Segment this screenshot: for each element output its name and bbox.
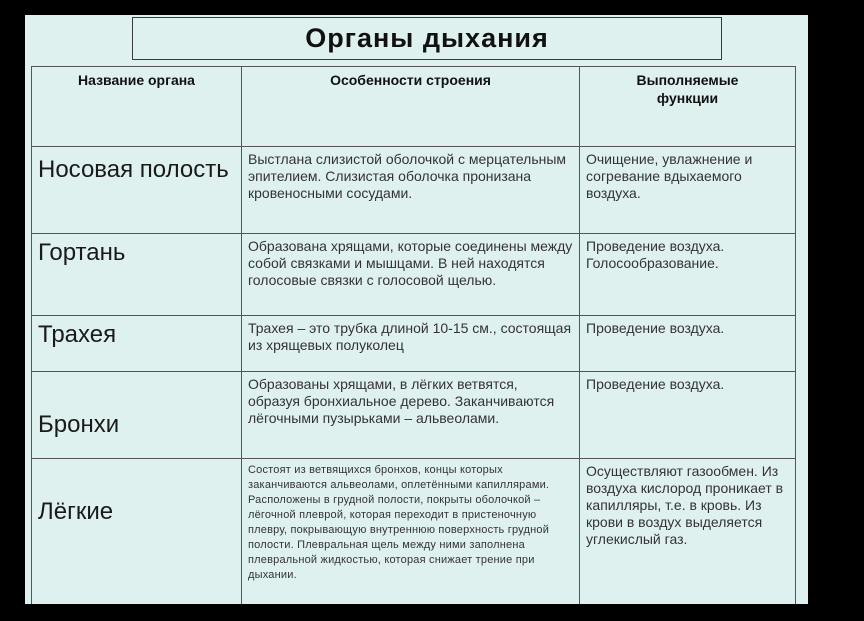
organ-name: Трахея bbox=[32, 316, 242, 372]
table-row bbox=[32, 316, 796, 372]
organ-name: Бронхи bbox=[32, 372, 242, 459]
organ-function: Проведение воздуха. bbox=[580, 316, 796, 372]
table-row bbox=[32, 372, 796, 459]
column-header-structure: Особенности строения bbox=[242, 67, 580, 147]
organs-table bbox=[31, 66, 796, 604]
table-row bbox=[32, 459, 796, 605]
organ-name: Лёгкие bbox=[32, 459, 242, 605]
table-row bbox=[32, 147, 796, 234]
organ-function: Проведение воздуха. bbox=[580, 372, 796, 459]
organ-name: Носовая полость bbox=[32, 147, 242, 234]
organ-structure: Состоят из ветвящихся бронхов, концы которых заканчиваются альвеолами, оплетёнными капиллярами. Расположены в грудной полости, покрыты оболочкой – лёгочной плеврой, которая переходит в пристеночную плевру, покрывающую внутреннюю поверхность грудной полости. Плевральная щель между ними заполнена плевральной жидкостью, которая снижает трение при дыхании. bbox=[242, 459, 580, 605]
title-box bbox=[132, 17, 722, 60]
organ-structure: Трахея – это трубка длиной 10-15 см., состоящая из хрящевых полуколец bbox=[242, 316, 580, 372]
organ-structure: Выстлана слизистой оболочкой с мерцательным эпителием. Слизистая оболочка пронизана кровеносными сосудами. bbox=[242, 147, 580, 234]
organ-structure: Образованы хрящами, в лёгких ветвятся, образуя бронхиальное дерево. Заканчиваются лёгочными пузырьками – альвеолами. bbox=[242, 372, 580, 459]
organ-function: Очищение, увлажнение и согревание вдыхаемого воздуха. bbox=[580, 147, 796, 234]
organ-name: Гортань bbox=[32, 234, 242, 316]
table-row bbox=[32, 234, 796, 316]
organ-function: Осуществляют газообмен. Из воздуха кислород проникает в капилляры, т.е. в кровь. Из крови в воздух выделяется углекислый газ. bbox=[580, 459, 796, 605]
table-header-row bbox=[32, 67, 796, 147]
slide bbox=[25, 15, 808, 604]
column-header-function: Выполняемые функции bbox=[580, 67, 796, 147]
organ-function: Проведение воздуха. Голосообразование. bbox=[580, 234, 796, 316]
page-title: Органы дыхания bbox=[305, 23, 549, 53]
column-header-name: Название органа bbox=[32, 67, 242, 147]
organ-structure: Образована хрящами, которые соединены между собой связками и мышцами. В ней находятся голосовые связки с голосовой щелью. bbox=[242, 234, 580, 316]
